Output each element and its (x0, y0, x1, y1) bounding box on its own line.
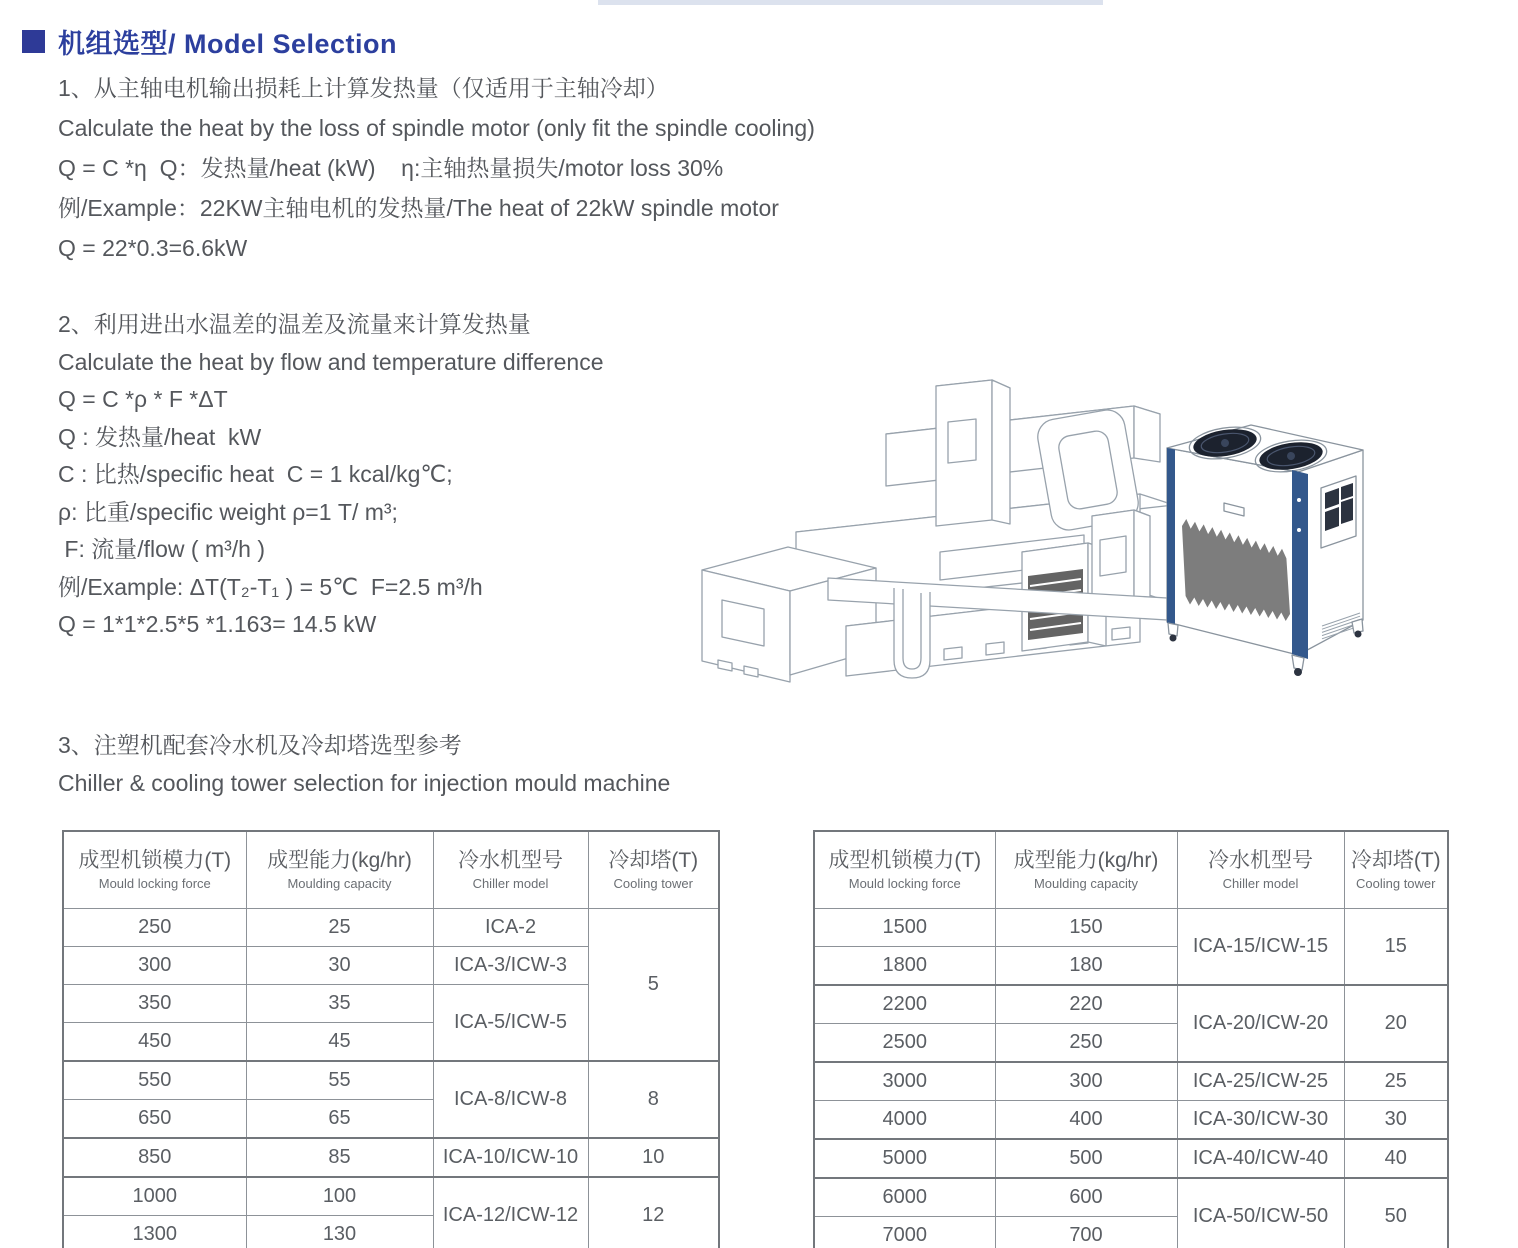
col-header-moulding-capacity: 成型能力(kg/hr) Moulding capacity (246, 831, 433, 909)
s1-formula: Q = C *η Q：发热量/heat (kW) η:主轴热量损失/motor loss 30% (58, 155, 724, 181)
col-header-chiller-model: 冷水机型号 Chiller model (1177, 831, 1344, 909)
table-row: 5000 500 ICA-40/ICW-40 40 (814, 1139, 1448, 1178)
table-row: 550 55 ICA-8/ICW-8 8 (63, 1061, 719, 1100)
chiller-control-panel (1321, 476, 1356, 548)
section-3-selection-reference (58, 726, 670, 802)
table-row: 4000 400 ICA-30/ICW-30 30 (814, 1101, 1448, 1140)
page-top-accent-bar (598, 0, 1103, 5)
table-row: 1000 100 ICA-12/ICW-12 12 (63, 1177, 719, 1216)
s3-line-cn: 3、注塑机配套冷水机及冷却塔选型参考 (58, 732, 462, 758)
table-row: 350 35 ICA-5/ICW-5 (63, 985, 719, 1023)
table-row: 450 45 (63, 1023, 719, 1062)
col-header-cooling-tower: 冷却塔(T) Cooling tower (588, 831, 719, 909)
selection-table-left (62, 830, 720, 1248)
table-row: 250 25 ICA-2 5 (63, 909, 719, 947)
table-row: 3000 300 ICA-25/ICW-25 25 (814, 1062, 1448, 1101)
section-2-flow-heat (58, 306, 604, 644)
chiller-unit (1167, 423, 1363, 676)
col-header-mould-locking-force: 成型机锁模力(T) Mould locking force (63, 831, 246, 909)
table-row: 6000 600 ICA-50/ICW-50 50 (814, 1178, 1448, 1217)
s2-f-def: F: 流量/flow ( m³/h ) (58, 536, 265, 562)
table-row: 850 85 ICA-10/ICW-10 10 (63, 1138, 719, 1177)
col-header-chiller-model: 冷水机型号 Chiller model (433, 831, 588, 909)
s2-q-def: Q : 发热量/heat kW (58, 423, 262, 450)
table-row: 1300 130 (63, 1216, 719, 1248)
s2-example: 例/Example: ΔT(T₂-T₁ ) = 5℃ F=2.5 m³/h (58, 573, 483, 600)
s1-line-cn: 1、从主轴电机输出损耗上计算发热量（仅适用于主轴冷却） (58, 75, 669, 101)
col-header-moulding-capacity: 成型能力(kg/hr) Moulding capacity (995, 831, 1177, 909)
s2-result: Q = 1*1*2.5*5 *1.163= 14.5 kW (58, 611, 377, 637)
s2-line-en: Calculate the heat by flow and temperature difference (58, 348, 604, 375)
cnc-machine-drawing (702, 380, 1174, 682)
table-row: 650 65 (63, 1100, 719, 1139)
table-row: 1800 180 (814, 947, 1448, 986)
s2-rho-def: ρ: 比重/specific weight ρ=1 T/ m³; (58, 498, 398, 525)
section-header (22, 22, 397, 61)
selection-table-right (813, 830, 1449, 1248)
page-title: 机组选型/ Model Selection (58, 29, 398, 59)
col-header-mould-locking-force: 成型机锁模力(T) Mould locking force (814, 831, 995, 909)
table-row: 7000 700 (814, 1217, 1448, 1248)
machine-chiller-illustration (688, 330, 1518, 708)
table-row: 1500 150 ICA-15/ICW-15 15 (814, 909, 1448, 947)
table-row: 300 30 ICA-3/ICW-3 (63, 947, 719, 985)
table-header-row (814, 831, 1448, 909)
header-square-bullet-icon (22, 30, 45, 53)
s1-result: Q = 22*0.3=6.6kW (58, 235, 248, 261)
s1-line-en: Calculate the heat by the loss of spindle motor (only fit the spindle cooling) (58, 115, 815, 141)
table-row: 2200 220 ICA-20/ICW-20 20 (814, 985, 1448, 1024)
table-header-row (63, 831, 719, 909)
s3-line-en: Chiller & cooling tower selection for injection mould machine (58, 770, 671, 796)
s2-line-cn: 2、利用进出水温差的温差及流量来计算发热量 (58, 311, 531, 337)
s2-formula: Q = C *ρ * F *ΔT (58, 386, 228, 412)
s1-example: 例/Example：22KW主轴电机的发热量/The heat of 22kW spindle motor (58, 195, 779, 221)
s2-c-def: C : 比热/specific heat C = 1 kcal/kg℃; (58, 461, 453, 487)
section-1-spindle-heat (58, 68, 815, 268)
table-row: 2500 250 (814, 1024, 1448, 1063)
col-header-cooling-tower: 冷却塔(T) Cooling tower (1344, 831, 1448, 909)
